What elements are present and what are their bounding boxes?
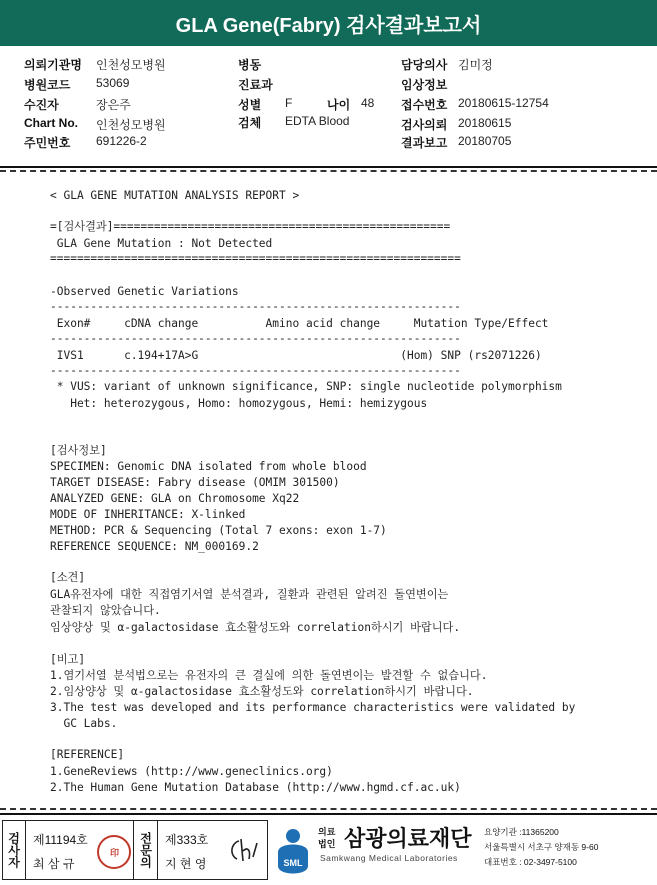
remarks-header: [비고] <box>50 653 86 666</box>
specialist-label <box>135 821 155 879</box>
table-row: IVS1 c.194+17A>G (Hom) SNP (rs2071226) <box>50 349 542 362</box>
header-info <box>0 52 657 164</box>
org-type-line-1: 의료 <box>318 827 336 837</box>
specialist-label-text: 전문의 <box>138 832 153 868</box>
value-resident-no: 691226-2 <box>96 134 147 148</box>
findings-line-3: 임상양상 및 α-galactosidase 효소활성도와 correlation하시기 바랍니다. <box>50 621 461 634</box>
label-requesting-institution: 의뢰기관명 <box>24 58 82 72</box>
test-info-specimen: SPECIMEN: Genomic DNA isolated from whole blood <box>50 460 367 473</box>
test-info-inheritance: MODE OF INHERITANCE: X-linked <box>50 508 246 521</box>
test-info-gene: ANALYZED GENE: GLA on Chromosome Xq22 <box>50 492 300 505</box>
signature-icon <box>225 835 261 867</box>
org-english-name: Samkwang Medical Laboratories <box>320 853 458 863</box>
logo-text: SML <box>283 858 303 868</box>
label-age: 나이 <box>327 98 351 112</box>
label-doctor: 담당의사 <box>401 58 448 72</box>
footnote-line-1: * VUS: variant of unknown significance, SNP: single nucleotide polymorphism <box>50 380 562 393</box>
label-ward: 병동 <box>238 58 262 72</box>
label-request-date: 검사의뢰 <box>401 118 448 132</box>
value-requesting-institution: 인천성모병원 <box>96 58 166 72</box>
org-phone: 대표번호 : 02-3497-5100 <box>484 857 577 867</box>
examiner-label <box>3 821 23 879</box>
label-hospital-code: 병원코드 <box>24 78 71 92</box>
value-age: 48 <box>361 96 375 110</box>
divider-line <box>157 821 158 879</box>
table-divider-mid: ------------------------------------------------------------- <box>50 332 461 345</box>
test-info-reference: REFERENCE SEQUENCE: NM_000169.2 <box>50 540 259 553</box>
examiner-license: 제11194호 <box>33 833 88 847</box>
test-info-header: [검사정보] <box>50 444 107 457</box>
header-divider-dashed <box>0 170 657 172</box>
table-divider-top: ------------------------------------------------------------- <box>50 300 461 313</box>
remarks-line-1: 1.염기서열 분석법으로는 유전자의 큰 결실에 의한 돌연변이는 발견할 수 없습니다. <box>50 669 488 682</box>
reference-line-2: 2.The Human Gene Mutation Database (http://www.hgmd.cf.ac.uk) <box>50 781 461 794</box>
footer <box>0 818 657 885</box>
value-specimen: EDTA Blood <box>285 114 350 128</box>
findings-line-2: 관찰되지 않았습니다. <box>50 604 161 617</box>
result-summary: GLA Gene Mutation : Not Detected <box>50 237 273 250</box>
seal-text: 印 <box>109 847 118 858</box>
findings-header: [소견] <box>50 571 86 584</box>
footer-divider-dashed <box>0 808 657 810</box>
variations-heading: -Observed Genetic Variations <box>50 285 239 298</box>
org-type-line-2: 법인 <box>318 839 336 849</box>
label-report-date: 결과보고 <box>401 136 448 150</box>
org-type <box>318 826 335 850</box>
specialist-license: 제333호 <box>165 833 209 847</box>
value-hospital-code: 53069 <box>96 76 130 90</box>
label-department: 진료과 <box>238 78 273 92</box>
value-receipt-no: 20180615-12754 <box>458 96 549 110</box>
test-info-disease: TARGET DISEASE: Fabry disease (OMIM 301500) <box>50 476 340 489</box>
org-address: 서울특별시 서초구 양재동 9-60 <box>484 842 599 852</box>
label-clinical-info: 임상정보 <box>401 78 448 92</box>
reference-line-1: 1.GeneReviews (http://www.geneclinics.org) <box>50 765 333 778</box>
footnote-line-2: Het: heterozygous, Homo: homozygous, Hemi: hemizygous <box>50 397 428 410</box>
value-report-date: 20180705 <box>458 134 512 148</box>
value-doctor: 김미정 <box>458 58 493 72</box>
value-chart-no: 인천성모병원 <box>96 118 166 132</box>
divider-line <box>133 821 134 879</box>
footer-divider <box>0 813 657 815</box>
table-header: Exon# cDNA change Amino acid change Mutation Type/Effect <box>50 317 549 330</box>
label-patient: 수진자 <box>24 98 59 112</box>
specialist-name: 지 현 영 <box>165 857 207 871</box>
sml-logo-icon <box>270 822 316 880</box>
findings-line-1: GLA유전자에 대한 직접염기서열 분석결과, 질환과 관련된 알려진 돌연변이는 <box>50 588 449 601</box>
header-divider <box>0 166 657 168</box>
signature-box <box>2 820 268 880</box>
label-sex: 성별 <box>238 98 262 112</box>
label-resident-no: 주민번호 <box>24 136 71 150</box>
examiner-label-text: 검사자 <box>6 832 21 868</box>
label-specimen: 검체 <box>238 116 262 130</box>
org-facility-code: 요양기관 :11365200 <box>484 827 559 837</box>
value-request-date: 20180615 <box>458 116 512 130</box>
seal-stamp <box>97 835 131 869</box>
remarks-line-2: 2.임상양상 및 α-galactosidase 효소활성도와 correlation하시기 바랍니다. <box>50 685 474 698</box>
result-divider: ============================================================= <box>50 252 461 265</box>
label-receipt-no: 접수번호 <box>401 98 448 112</box>
org-name: 삼광의료재단 <box>344 826 472 851</box>
test-info-method: METHOD: PCR & Sequencing (Total 7 exons: exon 1-7) <box>50 524 387 537</box>
examiner-name: 최 삼 규 <box>33 857 75 871</box>
value-sex: F <box>285 96 293 110</box>
divider-line <box>25 821 26 879</box>
result-section-header: =[검사결과]================================================== <box>50 220 451 233</box>
remarks-line-3: 3.The test was developed and its performance characteristics were validated by <box>50 701 576 714</box>
table-divider-bottom: ------------------------------------------------------------- <box>50 364 461 377</box>
report-title: GLA Gene(Fabry) 검사결과보고서 <box>0 0 657 46</box>
label-chart-no: Chart No. <box>24 116 78 130</box>
remarks-line-4: GC Labs. <box>50 717 118 730</box>
reference-header: [REFERENCE] <box>50 748 125 761</box>
value-patient: 장은주 <box>96 98 131 112</box>
report-heading: < GLA GENE MUTATION ANALYSIS REPORT > <box>50 189 300 202</box>
